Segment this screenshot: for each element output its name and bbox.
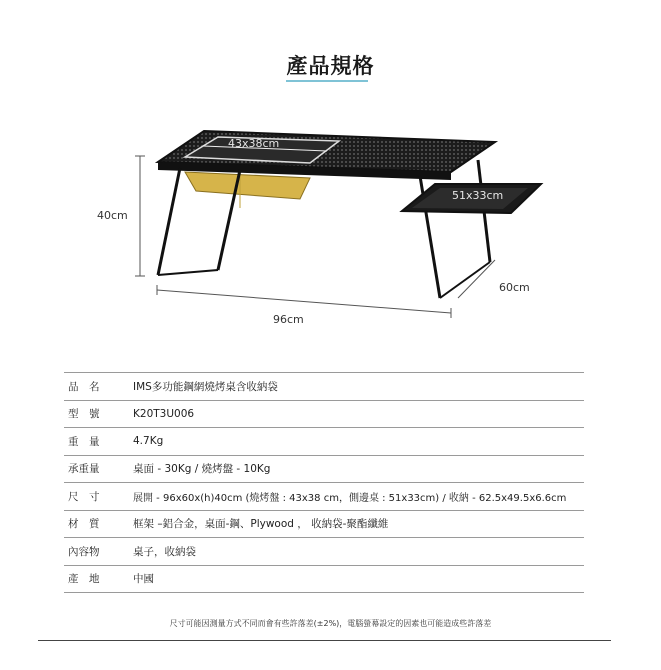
height-dimension-label: 40cm bbox=[97, 209, 128, 222]
spec-row bbox=[64, 372, 584, 400]
spec-label: 材 質 bbox=[68, 518, 100, 531]
spec-value: IMS多功能鋼網燒烤桌含收納袋 bbox=[133, 380, 278, 393]
spec-value: 4.7Kg bbox=[133, 435, 164, 448]
table-leg bbox=[158, 168, 180, 275]
width-dimension-label: 96cm bbox=[273, 313, 304, 326]
spec-label: 產 地 bbox=[68, 573, 100, 586]
spec-value: K20T3U006 bbox=[133, 407, 195, 420]
spec-row bbox=[64, 510, 584, 538]
spec-value: 桌子，收納袋 bbox=[133, 545, 196, 558]
spec-label: 尺 寸 bbox=[68, 490, 100, 503]
spec-value: 框架 –鋁合金，桌面-鋼、Plywood ， 收納袋-聚酯纖維 bbox=[133, 518, 389, 531]
spec-table bbox=[64, 372, 584, 593]
grill-dimension-label: 43x38cm bbox=[228, 137, 280, 150]
spec-label: 重 量 bbox=[68, 435, 100, 448]
spec-value: 中國 bbox=[133, 573, 154, 586]
spec-row bbox=[64, 427, 584, 455]
depth-dimension-line bbox=[458, 260, 495, 298]
spec-value: 展開 - 96x60x(h)40cm (燒烤盤 : 43x38 cm，側邊桌 : 51x33cm) / 收納 - 62.5x49.5x6.6cm bbox=[133, 492, 567, 504]
spec-label: 型 號 bbox=[68, 408, 100, 421]
spec-row bbox=[64, 537, 584, 565]
spec-row bbox=[64, 455, 584, 483]
width-dimension-line bbox=[157, 290, 451, 313]
page-title: 產品規格 bbox=[286, 54, 375, 78]
spec-row bbox=[64, 482, 584, 510]
spec-label: 品 名 bbox=[68, 380, 100, 393]
spec-row bbox=[64, 565, 584, 594]
measurement-note: 尺寸可能因測量方式不同而會有些許落差(±2%)，電腦螢幕設定的因素也可能造成些許落差 bbox=[169, 619, 492, 628]
depth-dimension-label: 60cm bbox=[499, 281, 530, 294]
bottom-divider bbox=[38, 640, 611, 641]
side-table-dimension-label: 51x33cm bbox=[452, 189, 504, 202]
spec-label: 內容物 bbox=[68, 545, 100, 558]
spec-label: 承重量 bbox=[68, 463, 100, 476]
spec-value: 桌面 - 30Kg / 燒烤盤 - 10Kg bbox=[133, 463, 271, 476]
grill-tray bbox=[185, 172, 310, 199]
spec-row bbox=[64, 400, 584, 428]
